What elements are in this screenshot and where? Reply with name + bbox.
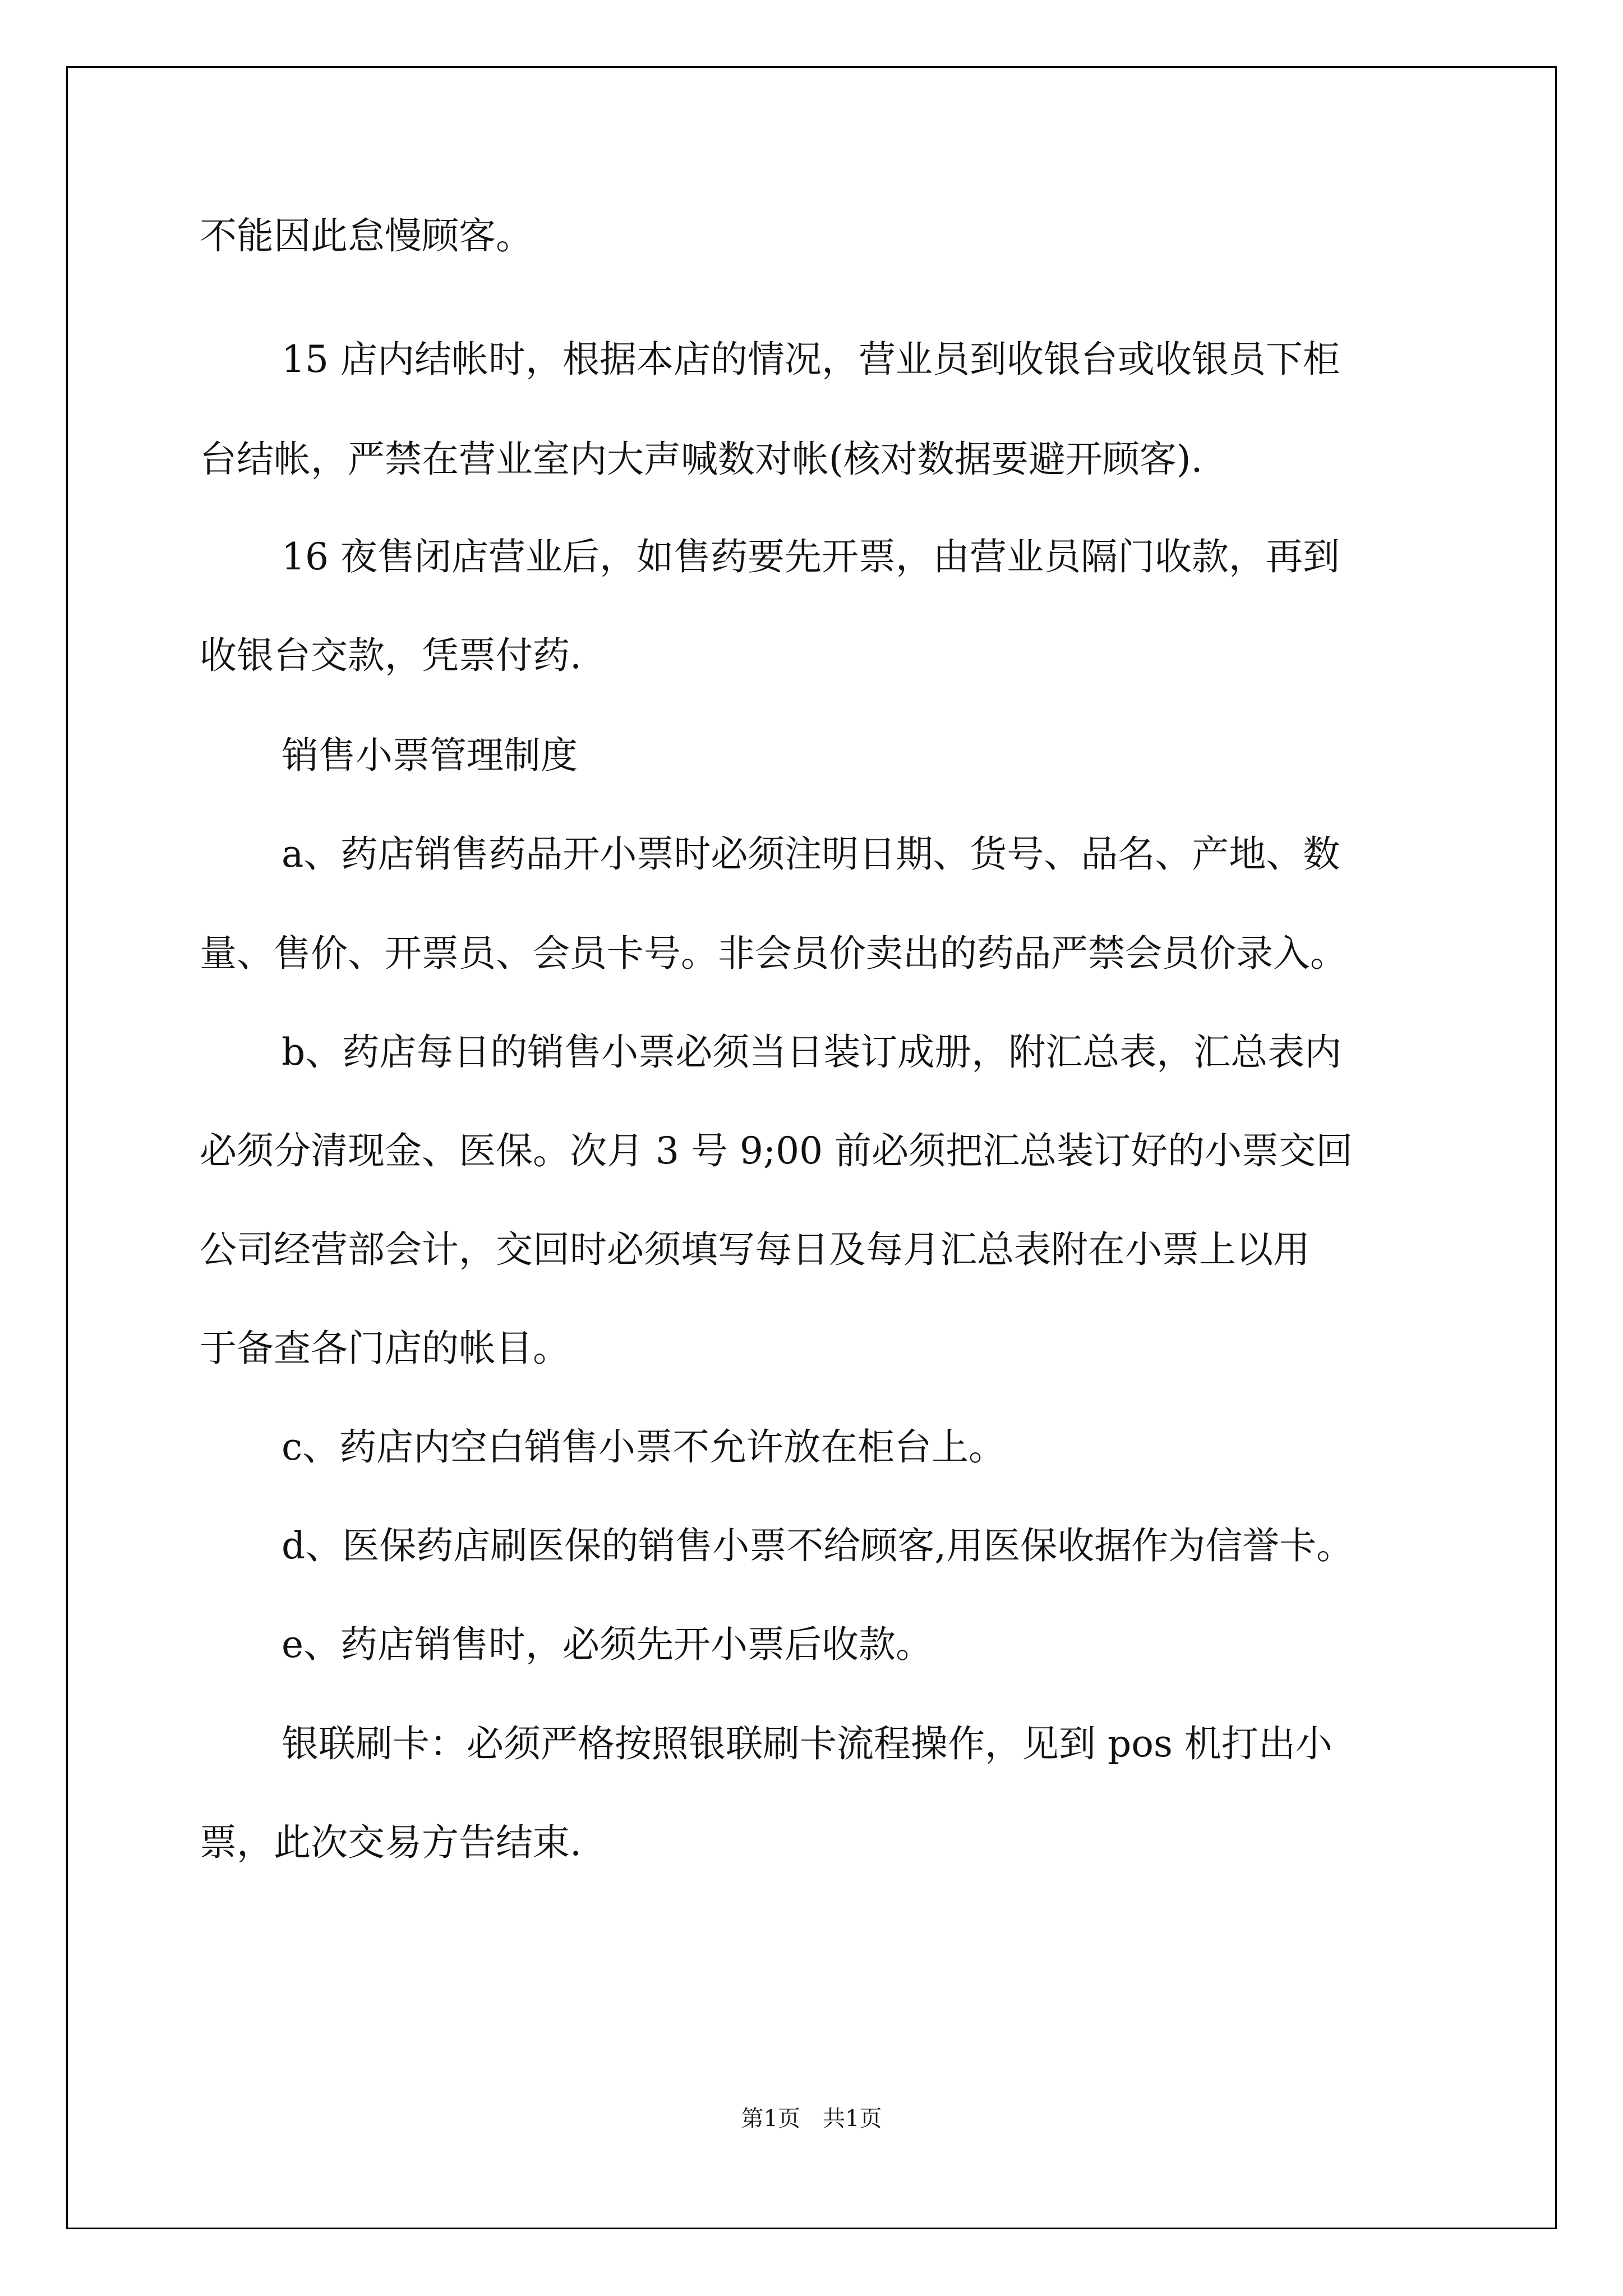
text-line: 于备查各门店的帐目。 — [200, 1327, 570, 1370]
text-line: d、医保药店刷医保的销售小票不给顾客,用医保收据作为信誉卡。 — [282, 1524, 1354, 1567]
text-line: a、药店销售药品开小票时必须注明日期、货号、品名、产地、数 — [282, 832, 1340, 876]
text-line: 收银台交款，凭票付药. — [200, 634, 582, 677]
text-line: 16 夜售闭店营业后，如售药要先开票，由营业员隔门收款，再到 — [282, 535, 1340, 578]
text-line: 量、售价、开票员、会员卡号。非会员价卖出的药品严禁会员价录入。 — [200, 932, 1347, 975]
text-line: 不能因此怠慢顾客。 — [200, 214, 533, 257]
text-line: e、药店销售时，必须先开小票后收款。 — [282, 1623, 933, 1666]
page-number: 第1页 共1页 — [741, 2106, 882, 2132]
section-heading: 销售小票管理制度 — [282, 734, 578, 777]
text-line: 必须分清现金、医保。次月 3 号 9;00 前必须把汇总装订好的小票交回 — [200, 1129, 1353, 1172]
text-line: 银联刷卡：必须严格按照银联刷卡流程操作，见到 pos 机打出小 — [282, 1722, 1332, 1765]
text-line: c、药店内空白销售小票不允许放在柜台上。 — [282, 1425, 1006, 1469]
text-line: 台结帐，严禁在营业室内大声喊数对帐(核对数据要避开顾客). — [200, 438, 1203, 481]
text-line: 公司经营部会计，交回时必须填写每日及每月汇总表附在小票上以用 — [200, 1228, 1310, 1271]
text-line: 票，此次交易方告结束. — [200, 1821, 582, 1864]
text-line: b、药店每日的销售小票必须当日装订成册，附汇总表，汇总表内 — [282, 1030, 1342, 1074]
text-line: 15 店内结帐时，根据本店的情况，营业员到收银台或收银员下柜 — [282, 338, 1340, 381]
